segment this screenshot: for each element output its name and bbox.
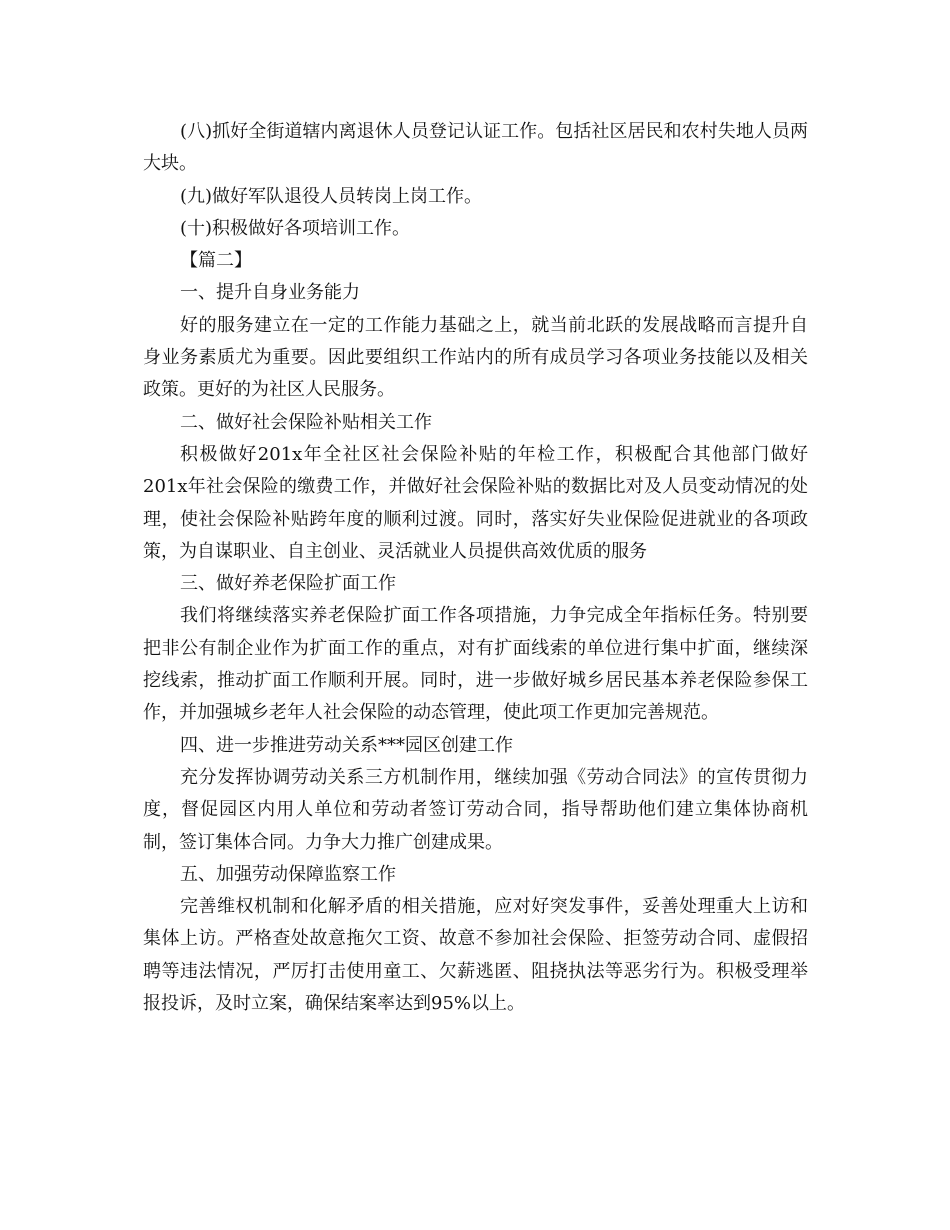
document-body xyxy=(143,116,808,1020)
heading-4: 四、进一步推进劳动关系***园区创建工作 xyxy=(180,734,513,756)
heading-5: 五、加强劳动保障监察工作 xyxy=(180,863,396,885)
section-heading-part-two: 【篇二】 xyxy=(180,250,252,272)
heading-1: 一、提升自身业务能力 xyxy=(180,282,360,304)
paragraph-1: 好的服务建立在一定的工作能力基础之上，就当前北跃的发展战略而言提升自身业务素质尤为重要。因此要组织工作站内的所有成员学习各项业务技能以及相关政策。更好的为社区人民服务。 xyxy=(143,314,808,401)
paragraph-4: 充分发挥协调劳动关系三方机制作用，继续加强《劳动合同法》的宣传贯彻力度，督促园区内用人单位和劳动者签订劳动合同，指导帮助他们建立集体协商机制，签订集体合同。力争大力推广创建成果。 xyxy=(143,766,808,853)
heading-2: 二、做好社会保险补贴相关工作 xyxy=(180,411,432,433)
paragraph-5: 完善维权机制和化解矛盾的相关措施，应对好突发事件，妥善处理重大上访和集体上访。严格查处故意拖欠工资、故意不参加社会保险、拒签劳动合同、虚假招聘等违法情况，严厉打击使用童工、欠薪逃匿、阻挠执法等恶劣行为。积极受理举报投诉，及时立案，确保结案率达到95%以上。 xyxy=(143,896,808,1015)
paragraph-3: 我们将继续落实养老保险扩面工作各项措施，力争完成全年指标任务。特别要把非公有制企业作为扩面工作的重点，对有扩面线索的单位进行集中扩面，继续深挖线索，推动扩面工作顺利开展。同时，进一步做好城乡居民基本养老保险参保工作，并加强城乡老年人社会保险的动态管理，使此项工作更加完善规范。 xyxy=(143,605,808,724)
heading-3: 三、做好养老保险扩面工作 xyxy=(180,573,396,595)
paragraph-2: 积极做好201x年全社区社会保险补贴的年检工作，积极配合其他部门做好201x年社会保险的缴费工作，并做好社会保险补贴的数据比对及人员变动情况的处理，使社会保险补贴跨年度的顺利过渡。同时，落实好失业保险促进就业的各项政策，为自谋职业、自主创业、灵活就业人员提供高效优质的服务 xyxy=(143,443,808,562)
paragraph-item-9: (九)做好军队退役人员转岗上岗工作。 xyxy=(180,185,483,207)
paragraph-item-8: (八)抓好全街道辖内离退休人员登记认证工作。包括社区居民和农村失地人员两大块。 xyxy=(143,121,808,175)
paragraph-item-10: (十)积极做好各项培训工作。 xyxy=(180,217,411,239)
